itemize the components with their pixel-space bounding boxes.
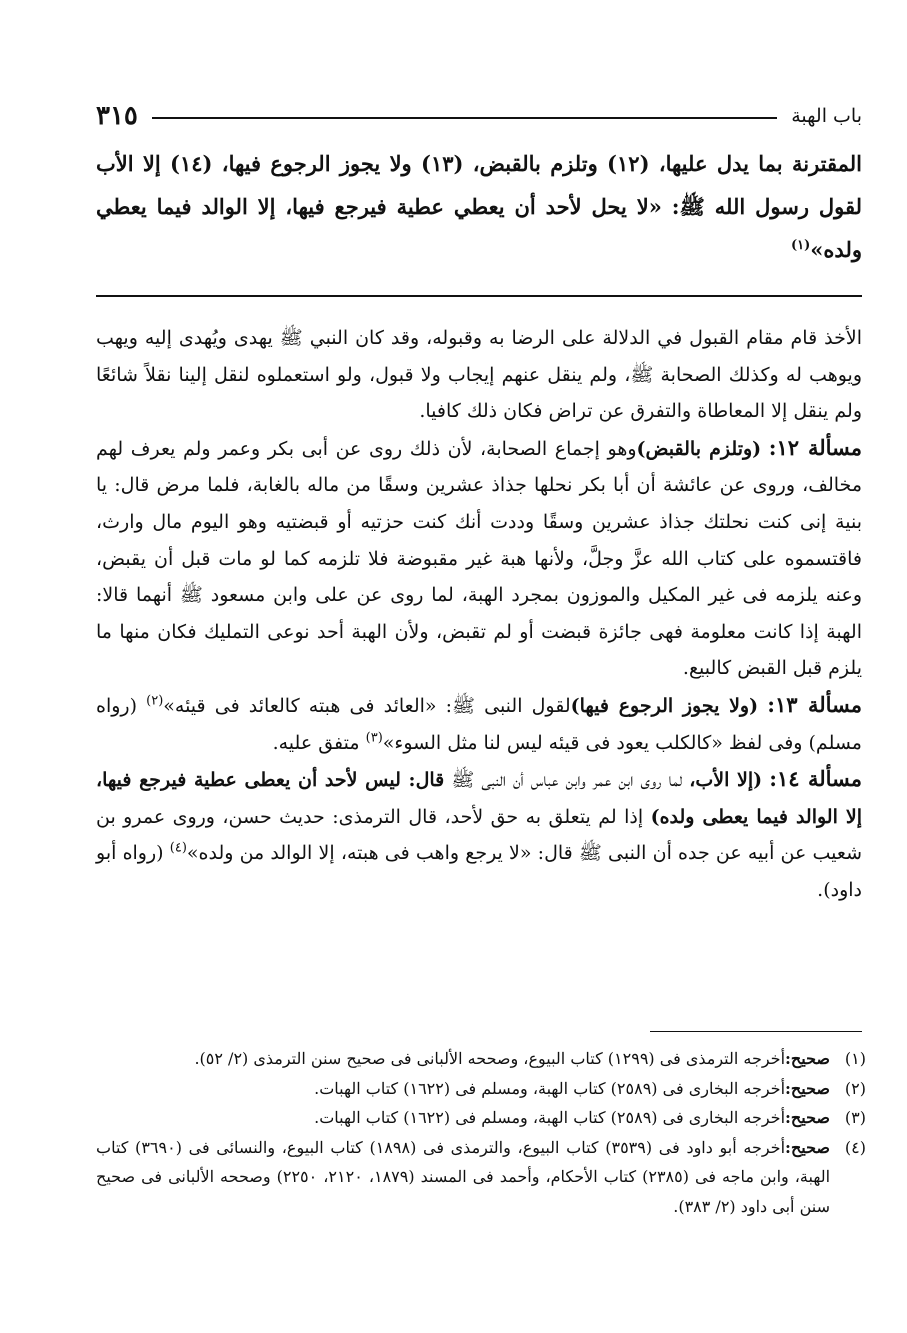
header-rule — [152, 117, 777, 119]
footnote-ref: (٣) — [365, 730, 383, 746]
masala-quote: (وتلزم بالقبض) — [636, 437, 762, 460]
footnote-body: أخرجه الترمذى فى (١٢٩٩) كتاب البيوع، وصححه الألبانى فى صحيح سنن الترمذى (٢/ ٥٢). — [194, 1049, 786, 1068]
footnote-text — [96, 1103, 830, 1133]
masala-13 — [96, 687, 862, 761]
masala-text: لما روى ابن عمر وابن عباس أن النبى ﷺ — [444, 769, 690, 792]
masala-text: (رواه أبو داود). — [96, 842, 862, 901]
masala-quote: قال: ليس لأحد أن يعطى عطية فيرجع فيها، إلا الوالد فيما يعطى ولده) — [96, 769, 862, 828]
footnote — [96, 1133, 866, 1222]
masala-text: وهو إجماع الصحابة، لأن ذلك روى عن أبى بكر وعمر ولم يعرف لهم مخالف، وروى عن عائشة أن أبا بكر نحلها جذاذ عشرين وسقًا من ماله بالغابة، فلما مرض قال: يا بنية إنى كنت نحلتك جذاذ عشرين وسقًا وددت أنك كنت حزتيه أو قبضتيه وهو اليوم مال وارث، فاقتسموه على كتاب الله عزَّ وجلَّ، ولأنها هبة غير مقبوضة فلا تلزمه كما لو مات قبل أن يقبض، وعنه يلزمه فى غير المكيل والموزون بمجرد الهبة، لما روى عن على وابن مسعود ﷺ أنهما قالا: الهبة إذا كانت معلومة فهى جائزة قبضت أو لم تقبض، ولأن الهبة أحد نوعى التمليك فكان منها ما يلزم قبل القبض كالبيع. — [96, 437, 862, 680]
footnote — [96, 1044, 866, 1074]
paragraph-text: الأخذ قام مقام القبول في الدلالة على الرضا به وقبوله، وقد كان النبي ﷺ يهدى ويُهدى إليه ويهب ويوهب له وكذلك الصحابة ﷺ، ولم ينقل عنهم إيجاب ولا قبول، ولو استعملوه لنقل إلينا نقلاً شائعًا ولم ينقل إلا المعاطاة والتفرق عن تراض فكان ذلك كافيا. — [96, 327, 862, 423]
footnote-number: (٢) — [844, 1078, 866, 1098]
footnote-text — [96, 1044, 830, 1074]
matn-text — [96, 142, 862, 271]
footnote-ref: (٤) — [169, 840, 187, 856]
running-header — [96, 96, 862, 136]
masala-quote: (ولا يجوز الرجوع فيها) — [570, 694, 759, 717]
masala-12 — [96, 430, 862, 687]
masala-text: (رواه مسلم) وفى لفظ «كالكلب يعود فى قيئه ليس لنا مثل السوء» — [96, 694, 862, 754]
footnote-label: صحيح: — [785, 1049, 830, 1068]
footnotes — [96, 1044, 866, 1221]
footnote-label: صحيح: — [785, 1108, 830, 1127]
commentary-body — [96, 320, 862, 909]
paragraph — [96, 320, 862, 430]
footnote-label: صحيح: — [785, 1078, 830, 1098]
footnote-ref: (٢) — [146, 693, 164, 709]
masala-14 — [96, 761, 862, 908]
footnote-body: أخرجه أبو داود فى (٣٥٣٩) كتاب البيوع، والترمذى فى (١٨٩٨) كتاب البيوع، والنسائى فى (٣٦٩٠) كتاب الهبة، وابن ماجه فى (٢٣٨٥) كتاب الأحكام، وأحمد فى المسند (١٨٧٩، ٢١٢٠، ٢٢٥٠) وصححه الألبانى فى صحيح سنن أبى داود (٢/ ٣٨٣). — [96, 1137, 831, 1216]
footnote — [96, 1074, 866, 1104]
footnote-number: (١) — [844, 1049, 866, 1068]
masala-label: مسألة ١٢: — [768, 434, 862, 460]
masala-text: متفق عليه. — [272, 731, 366, 754]
masala-label: مسألة ١٤: — [769, 766, 862, 792]
footnote-number: (٣) — [844, 1108, 866, 1127]
chapter-title: باب الهبة — [791, 105, 862, 127]
matn-divider — [96, 295, 862, 297]
masala-quote: (إلا الأب، — [689, 769, 763, 792]
footnote — [96, 1103, 866, 1133]
masala-text: إذا لم يتعلق به حق لأحد، قال الترمذى: حديث حسن، وروى عمرو بن شعيب عن أبيه عن جده أن النبى ﷺ قال: «لا يرجع واهب فى هبته، إلا الوالد من ولده» — [96, 805, 862, 865]
footnote-label: صحيح: — [785, 1137, 831, 1157]
page-number: ٣١٥ — [96, 101, 138, 131]
masala-text: لقول النبى ﷺ: «العائد فى هبته كالعائد فى قيئه» — [163, 694, 571, 717]
footnote-ref: (١) — [791, 238, 811, 253]
footnote-number: (٤) — [844, 1137, 866, 1157]
footnote-body: أخرجه البخارى فى (٢٥٨٩) كتاب الهبة، ومسلم فى (١٦٢٢) كتاب الهبات. — [314, 1108, 786, 1127]
footnote-body: أخرجه البخارى فى (٢٥٨٩) كتاب الهبة، ومسلم فى (١٦٢٢) كتاب الهبات. — [314, 1078, 786, 1098]
footnote-text — [96, 1133, 830, 1222]
matn-body: المقترنة بما يدل عليها، (١٢) وتلزم بالقبض، (١٣) ولا يجوز الرجوع فيها، (١٤) إلا الأب لقول رسول الله ﷺ: «لا يحل لأحد أن يعطي عطية فيرجع فيها، إلا الوالد فيما يعطي ولده» — [96, 151, 862, 262]
footnote-divider — [650, 1031, 862, 1032]
masala-label: مسألة ١٣: — [767, 691, 862, 717]
footnote-text — [96, 1074, 830, 1104]
